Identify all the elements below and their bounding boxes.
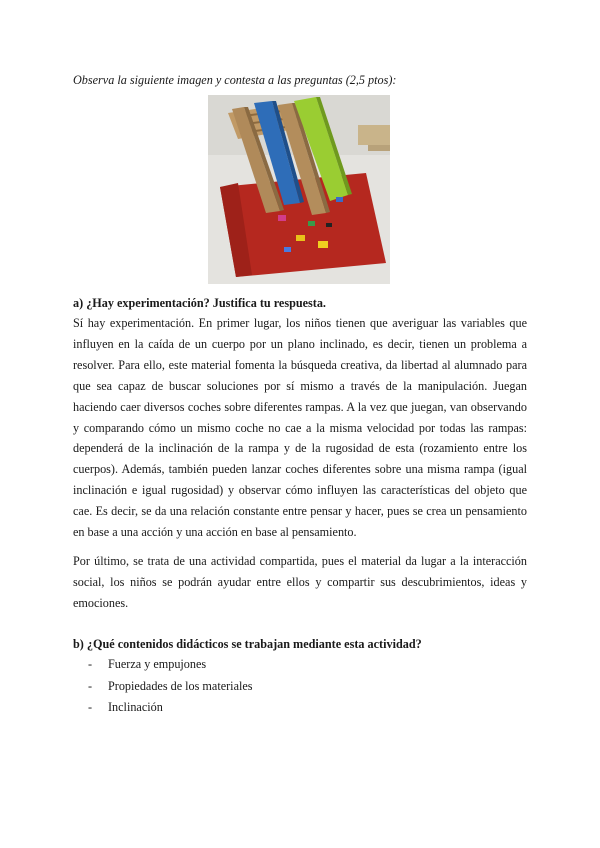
section-b-heading: b) ¿Qué contenidos didácticos se trabajan mediante esta actividad? — [73, 637, 422, 651]
list-dash: - — [88, 657, 93, 671]
list-item-text: Fuerza y empujones — [108, 657, 207, 671]
contents-list — [88, 654, 253, 719]
section-a-paragraph-2: Por último, se trata de una actividad compartida, pues el material da lugar a la interacción social, los niños se podrán ayudar entre ellos y compartir sus descubrimientos, ideas y emociones. — [73, 554, 527, 610]
list-dash: - — [88, 700, 93, 714]
list-item — [88, 676, 253, 698]
list-dash: - — [88, 678, 93, 693]
list-item — [88, 654, 253, 676]
list-item-text: Propiedades de los materiales — [108, 678, 253, 693]
list-item-text: Inclinación — [108, 700, 163, 714]
ramps-photo — [208, 95, 390, 284]
section-a-heading: a) ¿Hay experimentación? Justifica tu respuesta. — [73, 296, 326, 310]
list-item — [88, 697, 253, 719]
section-a-paragraph-1: Sí hay experimentación. En primer lugar, los niños tienen que averiguar las variables que influyen en la caída de un cuerpo por un plano inclinado, es decir, tienen un problema a resolver. Para ello, este material fomenta la búsqueda creativa, da libertad al alumnado para que sea capaz de buscar soluciones por sí mismo a través de la manipulación. Juegan haciendo caer diversos coches sobre diferentes rampas. A la vez que juegan, van observando y comparando cómo un mismo coche no cae a la misma velocidad por todas las rampas: dependerá de la inclinación de la rampa y de la rugosidad de esta (rozamiento entre los cuerpos). Además, también pueden lanzar coches diferentes sobre una misma rampa (igual inclinación e igual rugosidad) y observar cómo influyen las características del objeto que cae. Es decir, se da una relación constante entre pensar y hacer, pues se crea un pensamiento en base a una acción y una acción en base al pensamiento. — [73, 316, 527, 540]
instruction-text: Observa la siguiente imagen y contesta a las preguntas (2,5 ptos): — [73, 73, 397, 87]
